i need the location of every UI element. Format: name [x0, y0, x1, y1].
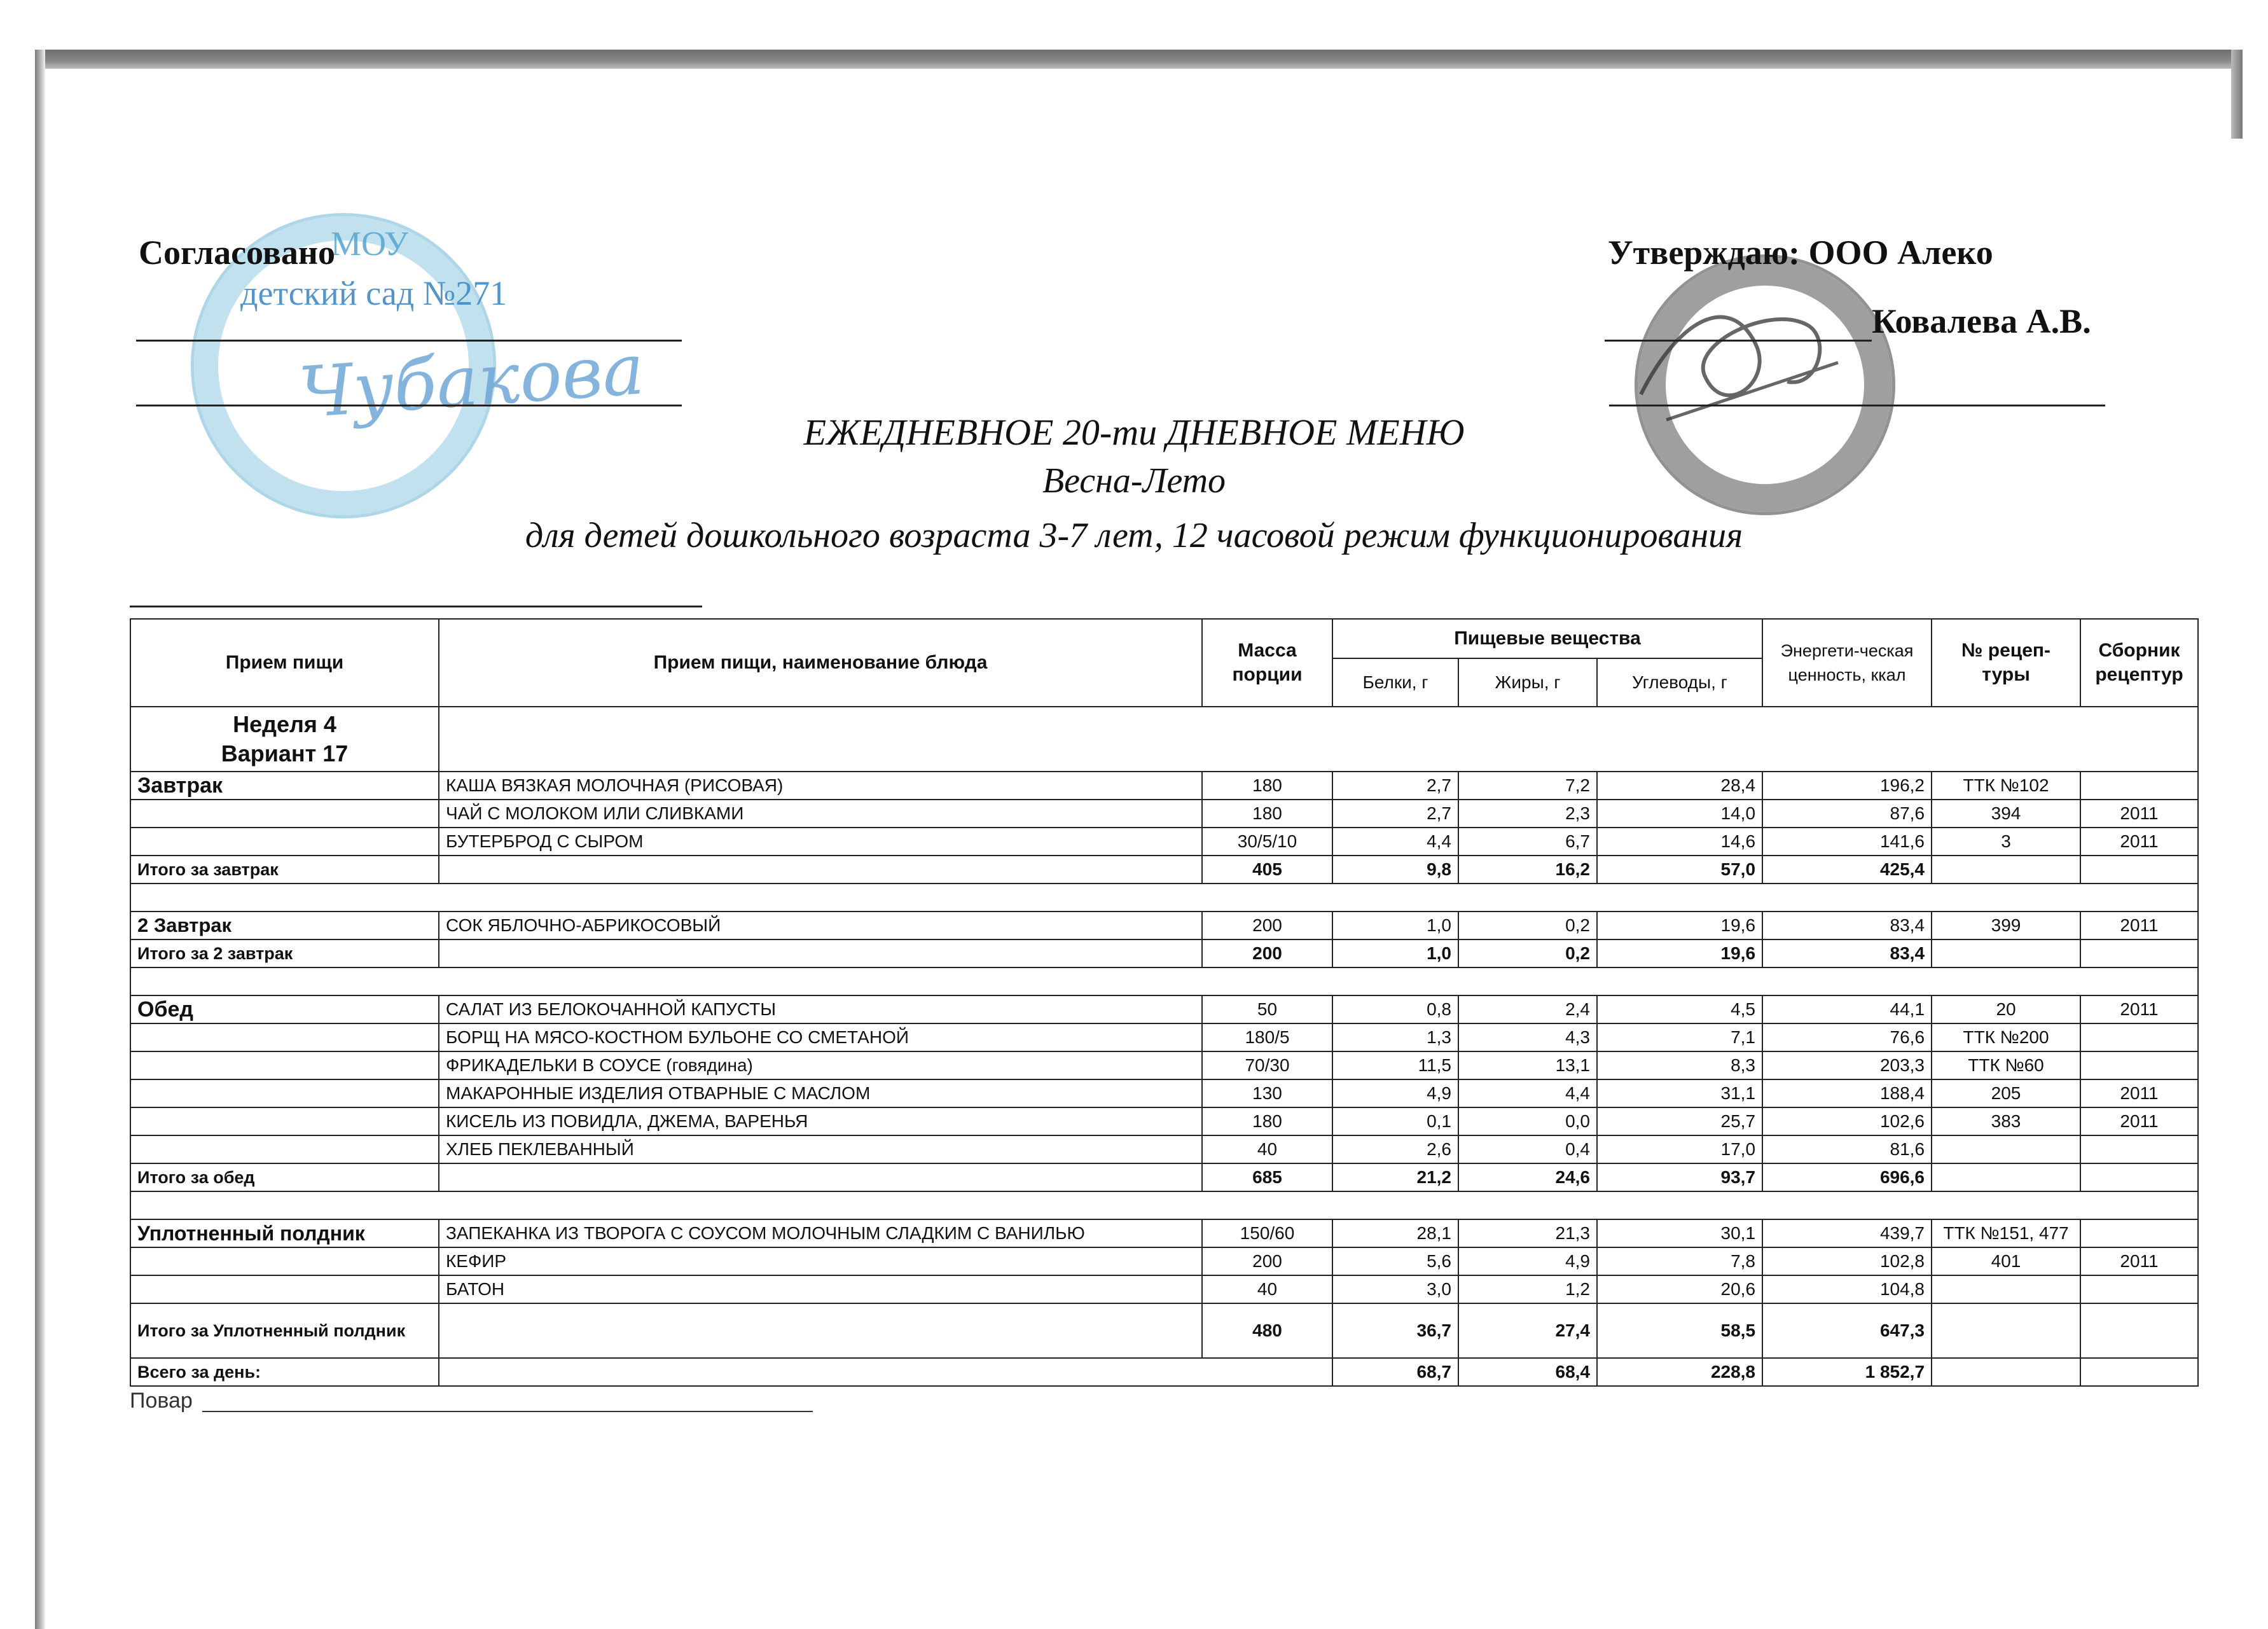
dish-carbs: 17,0 — [1597, 1135, 1762, 1163]
day-total-energy: 1 852,7 — [1762, 1358, 1932, 1386]
dish-name: КАША ВЯЗКАЯ МОЛОЧНАЯ (РИСОВАЯ) — [439, 772, 1202, 800]
stamp-org-label: МОУ — [331, 225, 409, 263]
empty-cell — [2080, 939, 2198, 967]
table-row — [130, 1107, 2198, 1135]
empty-cell — [2080, 856, 2198, 884]
day-total-protein: 68,7 — [1332, 1358, 1458, 1386]
scan-margin — [0, 0, 2268, 31]
header-carbs: Углеводы, г — [1597, 658, 1762, 707]
dish-energy: 141,6 — [1762, 828, 1932, 856]
spacer-row — [130, 967, 2198, 995]
empty-cell — [1932, 1163, 2080, 1191]
dish-mass: 200 — [1202, 1247, 1332, 1275]
total-label: Итого за Уплотненный полдник — [130, 1303, 439, 1358]
dish-fat: 6,7 — [1458, 828, 1597, 856]
dish-protein: 28,1 — [1332, 1219, 1458, 1247]
approved-label: Утверждаю: ООО Алеко — [1608, 233, 1993, 272]
dish-recipe: 20 — [1932, 995, 2080, 1023]
dish-recipe: 399 — [1932, 912, 2080, 939]
dish-carbs: 7,1 — [1597, 1023, 1762, 1051]
table-row — [130, 828, 2198, 856]
table-row — [130, 1135, 2198, 1163]
table-header-row — [130, 619, 2198, 658]
dish-carbs: 4,5 — [1597, 995, 1762, 1023]
dish-name: ЗАПЕКАНКА ИЗ ТВОРОГА С СОУСОМ МОЛОЧНЫМ СЛАДКИМ С ВАНИЛЬЮ — [439, 1219, 1202, 1247]
cook-signature-line — [202, 1411, 813, 1412]
total-protein: 9,8 — [1332, 856, 1458, 884]
dish-fat: 0,0 — [1458, 1107, 1597, 1135]
dish-protein: 2,7 — [1332, 800, 1458, 828]
dish-recipe: 3 — [1932, 828, 2080, 856]
empty-cell — [439, 707, 2198, 772]
dish-name: ЧАЙ С МОЛОКОМ ИЛИ СЛИВКАМИ — [439, 800, 1202, 828]
dish-protein: 1,0 — [1332, 912, 1458, 939]
table-row — [130, 800, 2198, 828]
dish-protein: 11,5 — [1332, 1051, 1458, 1079]
total-row — [130, 1163, 2198, 1191]
dish-fat: 4,9 — [1458, 1247, 1597, 1275]
dish-collection — [2080, 772, 2198, 800]
dish-carbs: 19,6 — [1597, 912, 1762, 939]
empty-cell — [439, 1358, 1332, 1386]
empty-cell — [130, 884, 2198, 912]
dish-mass: 40 — [1202, 1275, 1332, 1303]
total-label: Итого за завтрак — [130, 856, 439, 884]
dish-recipe: 401 — [1932, 1247, 2080, 1275]
total-carbs: 19,6 — [1597, 939, 1762, 967]
dish-fat: 4,4 — [1458, 1079, 1597, 1107]
dish-protein: 0,1 — [1332, 1107, 1458, 1135]
total-row — [130, 856, 2198, 884]
variant-label: Вариант 17 — [221, 740, 349, 766]
dish-carbs: 28,4 — [1597, 772, 1762, 800]
meal-breakfast: Завтрак — [130, 772, 439, 800]
empty-cell — [439, 1163, 1202, 1191]
dish-energy: 102,6 — [1762, 1107, 1932, 1135]
dish-mass: 200 — [1202, 912, 1332, 939]
total-carbs: 93,7 — [1597, 1163, 1762, 1191]
dish-energy: 81,6 — [1762, 1135, 1932, 1163]
empty-cell — [2080, 1358, 2198, 1386]
dish-recipe: 205 — [1932, 1079, 2080, 1107]
total-protein: 36,7 — [1332, 1303, 1458, 1358]
day-total-carbs: 228,8 — [1597, 1358, 1762, 1386]
dish-mass: 180/5 — [1202, 1023, 1332, 1051]
total-carbs: 57,0 — [1597, 856, 1762, 884]
total-fat: 24,6 — [1458, 1163, 1597, 1191]
dish-energy: 196,2 — [1762, 772, 1932, 800]
dish-recipe: ТТК №60 — [1932, 1051, 2080, 1079]
dish-collection — [2080, 1023, 2198, 1051]
dish-collection: 2011 — [2080, 828, 2198, 856]
empty-cell — [130, 1135, 439, 1163]
week-label: Неделя 4 — [233, 711, 336, 737]
dish-fat: 2,3 — [1458, 800, 1597, 828]
empty-cell — [130, 1275, 439, 1303]
scan-shadow-top — [35, 50, 2242, 69]
dish-mass: 50 — [1202, 995, 1332, 1023]
dish-name: СОК ЯБЛОЧНО-АБРИКОСОВЫЙ — [439, 912, 1202, 939]
dish-protein: 3,0 — [1332, 1275, 1458, 1303]
empty-cell — [1932, 856, 2080, 884]
empty-cell — [1932, 939, 2080, 967]
dish-collection: 2011 — [2080, 912, 2198, 939]
menu-season: Весна-Лето — [1042, 461, 1226, 501]
signature-line — [1605, 340, 1872, 342]
header-nutrients: Пищевые вещества — [1332, 619, 1762, 658]
total-energy: 696,6 — [1762, 1163, 1932, 1191]
dish-mass: 30/5/10 — [1202, 828, 1332, 856]
empty-cell — [130, 1079, 439, 1107]
table-row — [130, 1051, 2198, 1079]
dish-protein: 5,6 — [1332, 1247, 1458, 1275]
table-row — [130, 1023, 2198, 1051]
dish-recipe — [1932, 1275, 2080, 1303]
empty-cell — [130, 1051, 439, 1079]
header-meal: Прием пищи — [130, 619, 439, 707]
dish-collection — [2080, 1275, 2198, 1303]
dish-name: БОРЩ НА МЯСО-КОСТНОМ БУЛЬОНЕ СО СМЕТАНОЙ — [439, 1023, 1202, 1051]
empty-cell — [2080, 1163, 2198, 1191]
table-row — [130, 772, 2198, 800]
meal-snack: Уплотненный полдник — [130, 1219, 439, 1247]
dish-collection: 2011 — [2080, 800, 2198, 828]
total-row — [130, 939, 2198, 967]
dish-energy: 83,4 — [1762, 912, 1932, 939]
dish-collection — [2080, 1219, 2198, 1247]
day-total-label: Всего за день: — [130, 1358, 439, 1386]
dish-collection: 2011 — [2080, 1107, 2198, 1135]
dish-name: БАТОН — [439, 1275, 1202, 1303]
empty-cell — [130, 828, 439, 856]
dish-recipe — [1932, 1135, 2080, 1163]
dish-collection: 2011 — [2080, 995, 2198, 1023]
dish-fat: 13,1 — [1458, 1051, 1597, 1079]
dish-name: БУТЕРБРОД С СЫРОМ — [439, 828, 1202, 856]
dish-mass: 150/60 — [1202, 1219, 1332, 1247]
dish-energy: 102,8 — [1762, 1247, 1932, 1275]
total-mass: 405 — [1202, 856, 1332, 884]
total-fat: 27,4 — [1458, 1303, 1597, 1358]
total-protein: 21,2 — [1332, 1163, 1458, 1191]
dish-carbs: 14,0 — [1597, 800, 1762, 828]
dish-mass: 180 — [1202, 1107, 1332, 1135]
dish-fat: 1,2 — [1458, 1275, 1597, 1303]
table-row — [130, 1079, 2198, 1107]
signature-line — [136, 405, 682, 406]
table-row — [130, 912, 2198, 939]
dish-carbs: 30,1 — [1597, 1219, 1762, 1247]
dish-collection: 2011 — [2080, 1247, 2198, 1275]
meal-breakfast-2: 2 Завтрак — [130, 912, 439, 939]
dish-mass: 40 — [1202, 1135, 1332, 1163]
cook-label: Повар — [130, 1389, 193, 1413]
separator-line — [130, 606, 702, 607]
dish-fat: 2,4 — [1458, 995, 1597, 1023]
spacer-row — [130, 1191, 2198, 1219]
dish-carbs: 25,7 — [1597, 1107, 1762, 1135]
header-fat: Жиры, г — [1458, 658, 1597, 707]
dish-collection: 2011 — [2080, 1079, 2198, 1107]
dish-fat: 0,2 — [1458, 912, 1597, 939]
dish-protein: 2,7 — [1332, 772, 1458, 800]
empty-cell — [130, 1023, 439, 1051]
dish-collection — [2080, 1135, 2198, 1163]
empty-cell — [130, 1191, 2198, 1219]
total-protein: 1,0 — [1332, 939, 1458, 967]
dish-fat: 4,3 — [1458, 1023, 1597, 1051]
dish-energy: 76,6 — [1762, 1023, 1932, 1051]
dish-protein: 1,3 — [1332, 1023, 1458, 1051]
header-protein: Белки, г — [1332, 658, 1458, 707]
total-label: Итого за обед — [130, 1163, 439, 1191]
header-dish: Прием пищи, наименование блюда — [439, 619, 1202, 707]
dish-protein: 4,4 — [1332, 828, 1458, 856]
total-mass: 200 — [1202, 939, 1332, 967]
scan-shadow-right — [2231, 50, 2243, 139]
dish-mass: 180 — [1202, 800, 1332, 828]
total-carbs: 58,5 — [1597, 1303, 1762, 1358]
dish-mass: 130 — [1202, 1079, 1332, 1107]
dish-carbs: 8,3 — [1597, 1051, 1762, 1079]
total-label: Итого за 2 завтрак — [130, 939, 439, 967]
dish-name: ХЛЕБ ПЕКЛЕВАННЫЙ — [439, 1135, 1202, 1163]
dish-fat: 7,2 — [1458, 772, 1597, 800]
dish-energy: 188,4 — [1762, 1079, 1932, 1107]
empty-cell — [130, 1107, 439, 1135]
dish-name: САЛАТ ИЗ БЕЛОКОЧАННОЙ КАПУСТЫ — [439, 995, 1202, 1023]
dish-name: ФРИКАДЕЛЬКИ В СОУСЕ (говядина) — [439, 1051, 1202, 1079]
empty-cell — [130, 1247, 439, 1275]
header-energy: Энергети-ческая ценность, ккал — [1762, 619, 1932, 707]
empty-cell — [130, 800, 439, 828]
day-total-row — [130, 1358, 2198, 1386]
total-fat: 16,2 — [1458, 856, 1597, 884]
dish-fat: 0,4 — [1458, 1135, 1597, 1163]
menu-title: ЕЖЕДНЕВНОЕ 20-ти ДНЕВНОЕ МЕНЮ — [803, 412, 1465, 453]
dish-collection — [2080, 1051, 2198, 1079]
dish-recipe: ТТК №151, 477 — [1932, 1219, 2080, 1247]
spacer-row — [130, 884, 2198, 912]
total-energy: 83,4 — [1762, 939, 1932, 967]
dish-mass: 70/30 — [1202, 1051, 1332, 1079]
total-row — [130, 1303, 2198, 1358]
header-collection: Сборник рецептур — [2080, 619, 2198, 707]
empty-cell — [2080, 1303, 2198, 1358]
header-mass: Масса порции — [1202, 619, 1332, 707]
dish-name: МАКАРОННЫЕ ИЗДЕЛИЯ ОТВАРНЫЕ С МАСЛОМ — [439, 1079, 1202, 1107]
agreed-label: Согласовано — [139, 233, 335, 272]
dish-protein: 2,6 — [1332, 1135, 1458, 1163]
dish-carbs: 14,6 — [1597, 828, 1762, 856]
dish-name: КИСЕЛЬ ИЗ ПОВИДЛА, ДЖЕМА, ВАРЕНЬЯ — [439, 1107, 1202, 1135]
dish-energy: 44,1 — [1762, 995, 1932, 1023]
stamp-org-name: детский сад №271 — [240, 274, 508, 312]
dish-energy: 439,7 — [1762, 1219, 1932, 1247]
dish-carbs: 31,1 — [1597, 1079, 1762, 1107]
dish-recipe: ТТК №200 — [1932, 1023, 2080, 1051]
empty-cell — [1932, 1303, 2080, 1358]
empty-cell — [130, 967, 2198, 995]
week-row — [130, 707, 2198, 772]
total-energy: 425,4 — [1762, 856, 1932, 884]
dish-recipe: 394 — [1932, 800, 2080, 828]
dish-protein: 4,9 — [1332, 1079, 1458, 1107]
empty-cell — [439, 939, 1202, 967]
dish-energy: 87,6 — [1762, 800, 1932, 828]
dish-energy: 104,8 — [1762, 1275, 1932, 1303]
dish-protein: 0,8 — [1332, 995, 1458, 1023]
total-mass: 480 — [1202, 1303, 1332, 1358]
dish-energy: 203,3 — [1762, 1051, 1932, 1079]
dish-recipe: 383 — [1932, 1107, 2080, 1135]
table-row — [130, 1275, 2198, 1303]
blue-signature: Чубакова — [296, 328, 647, 434]
empty-cell — [1932, 1358, 2080, 1386]
week-variant-cell — [130, 707, 439, 772]
table-row — [130, 995, 2198, 1023]
table-row — [130, 1247, 2198, 1275]
total-fat: 0,2 — [1458, 939, 1597, 967]
total-mass: 685 — [1202, 1163, 1332, 1191]
approver-name: Ковалева А.В. — [1872, 302, 2091, 340]
empty-cell — [439, 856, 1202, 884]
day-total-fat: 68,4 — [1458, 1358, 1597, 1386]
scan-shadow-left — [35, 50, 45, 1629]
table-row — [130, 1219, 2198, 1247]
dish-recipe: ТТК №102 — [1932, 772, 2080, 800]
dish-fat: 21,3 — [1458, 1219, 1597, 1247]
dish-carbs: 7,8 — [1597, 1247, 1762, 1275]
meal-lunch: Обед — [130, 995, 439, 1023]
signature-line — [136, 340, 682, 342]
header-recipe: № рецеп-туры — [1932, 619, 2080, 707]
dish-name: КЕФИР — [439, 1247, 1202, 1275]
menu-table — [130, 618, 2199, 1387]
empty-cell — [439, 1303, 1202, 1358]
total-energy: 647,3 — [1762, 1303, 1932, 1358]
dish-carbs: 20,6 — [1597, 1275, 1762, 1303]
signature-line — [1609, 405, 2105, 406]
dish-mass: 180 — [1202, 772, 1332, 800]
menu-subtitle: для детей дошкольного возраста 3-7 лет, 12 часовой режим функционирования — [525, 516, 1743, 555]
